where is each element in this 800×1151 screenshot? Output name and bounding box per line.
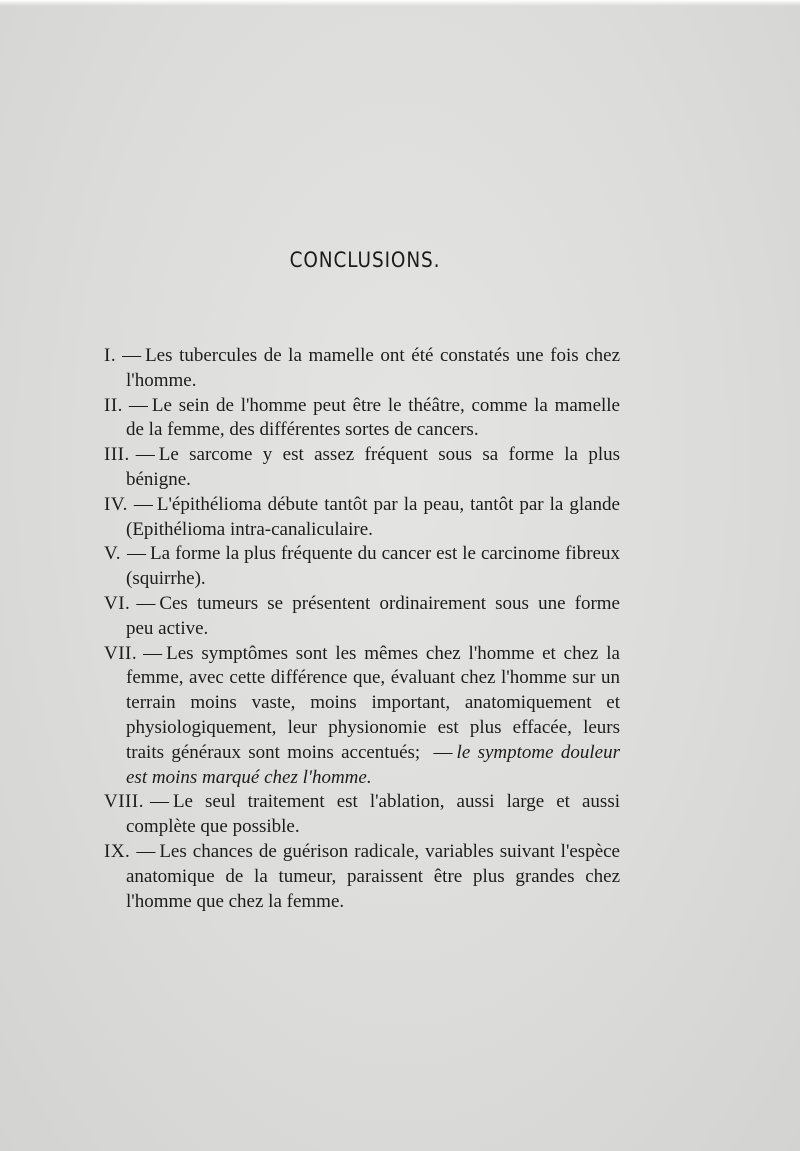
item-number: IV.	[104, 493, 128, 515]
item-text: Le seul traitement est l'ablation, aussi large et aussi complète que possible.	[126, 791, 620, 838]
conclusion-item	[104, 443, 620, 493]
conclusion-item	[104, 592, 620, 642]
item-number: VII.	[104, 642, 138, 664]
item-number: VI.	[104, 592, 131, 614]
item-dash: —	[136, 592, 156, 614]
item-dash: —	[135, 444, 155, 466]
item-dash: —	[133, 493, 153, 515]
item-number: VIII.	[104, 791, 144, 813]
item-number: II.	[104, 394, 123, 416]
item-dash: —	[128, 394, 148, 416]
item-number: I.	[104, 345, 117, 366]
item-number: III.	[104, 444, 130, 466]
conclusion-item	[104, 642, 620, 791]
conclusion-item	[104, 542, 620, 592]
conclusion-item	[104, 493, 620, 543]
emphasis-dash: —	[433, 741, 453, 763]
page-title: CONCLUSIONS.	[289, 248, 441, 272]
emphasized-text: le symptome douleur est moins marqué chez l'homme.	[126, 741, 621, 788]
item-number: V.	[104, 543, 122, 565]
item-text: La forme la plus fréquente du cancer est le carcinome fibreux (squirrhe).	[126, 543, 620, 590]
item-dash: —	[149, 791, 169, 813]
item-dash: —	[143, 642, 163, 664]
item-text: Ces tumeurs se présentent ordinairement sous une forme peu active.	[126, 592, 620, 639]
item-dash: —	[127, 543, 147, 565]
item-text: Le sein de l'homme peut être le théâtre, comme la mamelle de la femme, des différentes sortes de cancers.	[126, 394, 620, 441]
item-text: Les tubercules de la mamelle ont été constatés une fois chez l'homme.	[126, 345, 620, 391]
item-dash: —	[136, 840, 156, 862]
conclusion-item	[104, 840, 620, 914]
item-number: IX.	[104, 840, 131, 862]
item-dash: —	[122, 345, 142, 366]
item-text: Les chances de guérison radicale, variables suivant l'espèce anatomique de la tumeur, paraissent être plus grandes chez l'homme que chez la femme.	[126, 840, 620, 912]
conclusion-item	[104, 394, 620, 444]
conclusions-list	[104, 344, 620, 914]
item-text: Les symptômes sont les mêmes chez l'homme et chez la femme, avec cette différence que, évaluant chez l'homme sur un terrain moins vaste, moins important, anatomiquement et physiologiquement, leur physionomie est plus effacée, leurs traits généraux sont moins accentués;	[126, 642, 620, 763]
item-text: L'épithélioma débute tantôt par la peau, tantôt par la glande (Epithélioma intra-canaliculaire.	[126, 493, 620, 540]
conclusion-item	[104, 344, 620, 394]
page-edge	[0, 0, 800, 6]
conclusion-item	[104, 790, 620, 840]
item-text: Le sarcome y est assez fréquent sous sa forme la plus bénigne.	[126, 444, 620, 490]
